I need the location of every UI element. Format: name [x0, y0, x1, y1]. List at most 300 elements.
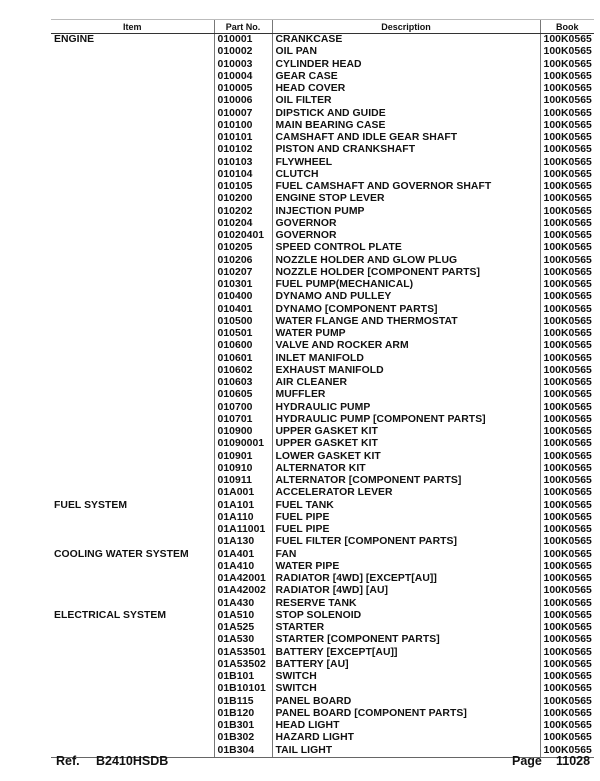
part-number-cell: 010700: [214, 402, 272, 414]
page-label: Page: [512, 754, 542, 768]
book-cell: 100K0565: [540, 708, 594, 720]
part-number-cell: 01A11001: [214, 524, 272, 536]
table-row: [51, 549, 594, 561]
book-cell: 100K0565: [540, 242, 594, 254]
table-row: [51, 353, 594, 365]
table-row: [51, 34, 594, 47]
table-row: [51, 218, 594, 230]
description-cell: SWITCH: [272, 683, 540, 695]
item-cell: [51, 402, 214, 414]
description-cell: VALVE AND ROCKER ARM: [272, 340, 540, 352]
table-row: [51, 598, 594, 610]
book-cell: 100K0565: [540, 95, 594, 107]
part-number-cell: 010301: [214, 279, 272, 291]
book-cell: 100K0565: [540, 34, 594, 47]
table-row: [51, 279, 594, 291]
item-cell: [51, 647, 214, 659]
book-cell: 100K0565: [540, 720, 594, 732]
part-number-cell: 01B10101: [214, 683, 272, 695]
book-cell: 100K0565: [540, 193, 594, 205]
part-number-cell: 01A430: [214, 598, 272, 610]
description-cell: MUFFLER: [272, 389, 540, 401]
item-cell: [51, 242, 214, 254]
book-cell: 100K0565: [540, 132, 594, 144]
description-cell: DYNAMO [COMPONENT PARTS]: [272, 304, 540, 316]
part-number-cell: 010901: [214, 451, 272, 463]
description-cell: PISTON AND CRANKSHAFT: [272, 144, 540, 156]
table-row: [51, 524, 594, 536]
part-number-cell: 010911: [214, 475, 272, 487]
description-cell: STOP SOLENOID: [272, 610, 540, 622]
item-cell: [51, 132, 214, 144]
book-cell: 100K0565: [540, 389, 594, 401]
part-number-cell: 010207: [214, 267, 272, 279]
item-cell: [51, 169, 214, 181]
item-cell: [51, 157, 214, 169]
part-number-cell: 010603: [214, 377, 272, 389]
part-number-cell: 010007: [214, 108, 272, 120]
table-row: [51, 206, 594, 218]
table-row: [51, 108, 594, 120]
description-cell: GEAR CASE: [272, 71, 540, 83]
item-cell: [51, 389, 214, 401]
description-cell: HEAD LIGHT: [272, 720, 540, 732]
table-row: [51, 71, 594, 83]
book-cell: 100K0565: [540, 573, 594, 585]
description-cell: FUEL TANK: [272, 500, 540, 512]
book-cell: 100K0565: [540, 696, 594, 708]
part-number-cell: 010003: [214, 59, 272, 71]
book-cell: 100K0565: [540, 218, 594, 230]
part-number-cell: 010002: [214, 46, 272, 58]
table-row: [51, 573, 594, 585]
description-cell: GOVERNOR: [272, 218, 540, 230]
item-cell: ENGINE: [54, 34, 95, 45]
table-row: [51, 144, 594, 156]
table-row: [51, 46, 594, 58]
item-cell: [51, 414, 214, 426]
book-cell: 100K0565: [540, 438, 594, 450]
description-cell: WATER PUMP: [272, 328, 540, 340]
item-cell: [51, 377, 214, 389]
part-number-cell: 010105: [214, 181, 272, 193]
description-cell: WATER FLANGE AND THERMOSTAT: [272, 316, 540, 328]
table-row: [51, 696, 594, 708]
description-cell: FUEL CAMSHAFT AND GOVERNOR SHAFT: [272, 181, 540, 193]
item-cell: [51, 279, 214, 291]
description-cell: LOWER GASKET KIT: [272, 451, 540, 463]
part-number-cell: 010001: [214, 34, 272, 47]
book-cell: 100K0565: [540, 610, 594, 622]
table-row: [51, 169, 594, 181]
book-cell: 100K0565: [540, 108, 594, 120]
item-cell: [51, 732, 214, 744]
description-cell: CRANKCASE: [272, 34, 540, 47]
ref-value: B2410HSDB: [96, 754, 169, 768]
item-cell: [51, 598, 214, 610]
item-cell: ELECTRICAL SYSTEM: [54, 609, 167, 621]
description-cell: FUEL PUMP(MECHANICAL): [272, 279, 540, 291]
item-cell: [51, 255, 214, 267]
item-cell: [51, 463, 214, 475]
item-cell: [51, 218, 214, 230]
item-cell: [51, 573, 214, 585]
part-number-cell: 01A110: [214, 512, 272, 524]
table-header-row: [51, 20, 594, 34]
description-cell: OIL PAN: [272, 46, 540, 58]
book-cell: 100K0565: [540, 487, 594, 499]
part-number-cell: 01A410: [214, 561, 272, 573]
table-row: [51, 671, 594, 683]
table-row: [51, 132, 594, 144]
table-row: [51, 463, 594, 475]
part-number-cell: 01090001: [214, 438, 272, 450]
description-cell: HEAD COVER: [272, 83, 540, 95]
part-number-cell: 010400: [214, 291, 272, 303]
item-cell: [51, 46, 214, 58]
part-number-cell: 01B304: [214, 745, 272, 758]
description-cell: INJECTION PUMP: [272, 206, 540, 218]
table-row: [51, 95, 594, 107]
book-cell: 100K0565: [540, 475, 594, 487]
table-row: [51, 610, 594, 622]
part-number-cell: 010500: [214, 316, 272, 328]
table-row: [51, 585, 594, 597]
description-cell: SPEED CONTROL PLATE: [272, 242, 540, 254]
book-cell: 100K0565: [540, 659, 594, 671]
table-row: [51, 426, 594, 438]
item-cell: [51, 708, 214, 720]
item-cell: [51, 683, 214, 695]
item-cell: [51, 426, 214, 438]
item-cell: [51, 340, 214, 352]
description-cell: FUEL FILTER [COMPONENT PARTS]: [272, 536, 540, 548]
part-number-cell: 01B301: [214, 720, 272, 732]
part-number-cell: 010401: [214, 304, 272, 316]
table-row: [51, 193, 594, 205]
table-row: [51, 181, 594, 193]
book-cell: 100K0565: [540, 463, 594, 475]
table-row: [51, 377, 594, 389]
table-row: [51, 83, 594, 95]
book-cell: 100K0565: [540, 365, 594, 377]
part-number-cell: 01A001: [214, 487, 272, 499]
book-cell: 100K0565: [540, 230, 594, 242]
column-header-part-no: Part No.: [214, 20, 272, 34]
page-footer: [0, 750, 600, 772]
book-cell: 100K0565: [540, 46, 594, 58]
description-cell: NOZZLE HOLDER AND GLOW PLUG: [272, 255, 540, 267]
table-row: [51, 157, 594, 169]
book-cell: 100K0565: [540, 83, 594, 95]
book-cell: 100K0565: [540, 732, 594, 744]
part-number-cell: 010103: [214, 157, 272, 169]
book-cell: 100K0565: [540, 144, 594, 156]
page-number: 11028: [556, 754, 591, 768]
part-number-cell: 010006: [214, 95, 272, 107]
description-cell: RADIATOR [4WD] [EXCEPT[AU]]: [272, 573, 540, 585]
part-number-cell: 010600: [214, 340, 272, 352]
part-number-cell: 010004: [214, 71, 272, 83]
table-row: [51, 242, 594, 254]
item-cell: [51, 95, 214, 107]
item-cell: [51, 304, 214, 316]
item-cell: [51, 108, 214, 120]
book-cell: 100K0565: [540, 585, 594, 597]
table-row: [51, 732, 594, 744]
book-cell: 100K0565: [540, 634, 594, 646]
book-cell: 100K0565: [540, 328, 594, 340]
description-cell: UPPER GASKET KIT: [272, 426, 540, 438]
item-cell: [51, 181, 214, 193]
table-row: [51, 720, 594, 732]
description-cell: ALTERNATOR KIT: [272, 463, 540, 475]
part-number-cell: 01A530: [214, 634, 272, 646]
table-row: [51, 659, 594, 671]
table-row: [51, 328, 594, 340]
description-cell: HAZARD LIGHT: [272, 732, 540, 744]
item-cell: [51, 193, 214, 205]
table-row: [51, 340, 594, 352]
part-number-cell: 01A42001: [214, 573, 272, 585]
book-cell: 100K0565: [540, 279, 594, 291]
part-number-cell: 010104: [214, 169, 272, 181]
description-cell: WATER PIPE: [272, 561, 540, 573]
item-cell: [51, 451, 214, 463]
book-cell: 100K0565: [540, 377, 594, 389]
description-cell: RESERVE TANK: [272, 598, 540, 610]
description-cell: GOVERNOR: [272, 230, 540, 242]
description-cell: FLYWHEEL: [272, 157, 540, 169]
part-number-cell: 01A53502: [214, 659, 272, 671]
parts-table: [51, 19, 594, 758]
table-row: [51, 512, 594, 524]
part-number-cell: 01A42002: [214, 585, 272, 597]
item-cell: [51, 206, 214, 218]
book-cell: 100K0565: [540, 340, 594, 352]
description-cell: BATTERY [EXCEPT[AU]]: [272, 647, 540, 659]
item-cell: [51, 634, 214, 646]
description-cell: MAIN BEARING CASE: [272, 120, 540, 132]
description-cell: EXHAUST MANIFOLD: [272, 365, 540, 377]
part-number-cell: 010204: [214, 218, 272, 230]
item-cell: [51, 144, 214, 156]
column-header-book: Book: [540, 20, 594, 34]
item-cell: [51, 536, 214, 548]
table-body: [51, 34, 594, 758]
item-cell: [51, 561, 214, 573]
part-number-cell: 010501: [214, 328, 272, 340]
item-cell: [51, 475, 214, 487]
book-cell: 100K0565: [540, 536, 594, 548]
book-cell: 100K0565: [540, 181, 594, 193]
part-number-cell: 010602: [214, 365, 272, 377]
table-row: [51, 683, 594, 695]
book-cell: 100K0565: [540, 426, 594, 438]
item-cell: [51, 120, 214, 132]
table-row: [51, 304, 594, 316]
book-cell: 100K0565: [540, 71, 594, 83]
table-row: [51, 255, 594, 267]
book-cell: 100K0565: [540, 304, 594, 316]
book-cell: 100K0565: [540, 120, 594, 132]
description-cell: NOZZLE HOLDER [COMPONENT PARTS]: [272, 267, 540, 279]
part-number-cell: 01A130: [214, 536, 272, 548]
book-cell: 100K0565: [540, 402, 594, 414]
book-cell: 100K0565: [540, 451, 594, 463]
item-cell: [51, 365, 214, 377]
column-header-item: Item: [51, 20, 214, 34]
part-number-cell: 010205: [214, 242, 272, 254]
table-row: [51, 708, 594, 720]
part-number-cell: 01B101: [214, 671, 272, 683]
table-row: [51, 59, 594, 71]
book-cell: 100K0565: [540, 316, 594, 328]
description-cell: ALTERNATOR [COMPONENT PARTS]: [272, 475, 540, 487]
table-row: [51, 500, 594, 512]
book-cell: 100K0565: [540, 671, 594, 683]
part-number-cell: 010900: [214, 426, 272, 438]
table-row: [51, 634, 594, 646]
table-row: [51, 120, 594, 132]
item-cell: [51, 512, 214, 524]
description-cell: TAIL LIGHT: [272, 745, 540, 758]
part-number-cell: 010100: [214, 120, 272, 132]
book-cell: 100K0565: [540, 622, 594, 634]
description-cell: FAN: [272, 549, 540, 561]
item-cell: [51, 328, 214, 340]
book-cell: 100K0565: [540, 59, 594, 71]
book-cell: 100K0565: [540, 206, 594, 218]
part-number-cell: 01A510: [214, 610, 272, 622]
table-row: [51, 561, 594, 573]
description-cell: CYLINDER HEAD: [272, 59, 540, 71]
description-cell: PANEL BOARD [COMPONENT PARTS]: [272, 708, 540, 720]
part-number-cell: 010206: [214, 255, 272, 267]
part-number-cell: 010102: [214, 144, 272, 156]
table-row: [51, 475, 594, 487]
book-cell: 100K0565: [540, 598, 594, 610]
book-cell: 100K0565: [540, 647, 594, 659]
description-cell: STARTER: [272, 622, 540, 634]
book-cell: 100K0565: [540, 524, 594, 536]
description-cell: UPPER GASKET KIT: [272, 438, 540, 450]
item-cell: [51, 59, 214, 71]
book-cell: 100K0565: [540, 291, 594, 303]
item-cell: [51, 720, 214, 732]
part-number-cell: 010005: [214, 83, 272, 95]
part-number-cell: 010202: [214, 206, 272, 218]
description-cell: FUEL PIPE: [272, 512, 540, 524]
description-cell: AIR CLEANER: [272, 377, 540, 389]
part-number-cell: 010910: [214, 463, 272, 475]
part-number-cell: 01A101: [214, 500, 272, 512]
description-cell: DIPSTICK AND GUIDE: [272, 108, 540, 120]
table-row: [51, 414, 594, 426]
part-number-cell: 010701: [214, 414, 272, 426]
item-cell: [51, 659, 214, 671]
item-cell: [51, 230, 214, 242]
book-cell: 100K0565: [540, 745, 594, 758]
item-cell: [51, 585, 214, 597]
book-cell: 100K0565: [540, 267, 594, 279]
book-cell: 100K0565: [540, 683, 594, 695]
table-row: [51, 622, 594, 634]
item-cell: [51, 524, 214, 536]
book-cell: 100K0565: [540, 512, 594, 524]
description-cell: RADIATOR [4WD] [AU]: [272, 585, 540, 597]
description-cell: CAMSHAFT AND IDLE GEAR SHAFT: [272, 132, 540, 144]
description-cell: PANEL BOARD: [272, 696, 540, 708]
item-cell: [51, 267, 214, 279]
table-row: [51, 267, 594, 279]
item-cell: [51, 71, 214, 83]
part-number-cell: 010601: [214, 353, 272, 365]
item-cell: [51, 671, 214, 683]
table-row: [51, 365, 594, 377]
part-number-cell: 01B115: [214, 696, 272, 708]
part-number-cell: 010200: [214, 193, 272, 205]
item-cell: [51, 83, 214, 95]
description-cell: HYDRAULIC PUMP: [272, 402, 540, 414]
part-number-cell: 01A53501: [214, 647, 272, 659]
part-number-cell: 010605: [214, 389, 272, 401]
description-cell: INLET MANIFOLD: [272, 353, 540, 365]
table-row: [51, 230, 594, 242]
description-cell: BATTERY [AU]: [272, 659, 540, 671]
part-number-cell: 01A525: [214, 622, 272, 634]
part-number-cell: 01B120: [214, 708, 272, 720]
description-cell: STARTER [COMPONENT PARTS]: [272, 634, 540, 646]
description-cell: SWITCH: [272, 671, 540, 683]
table-row: [51, 438, 594, 450]
book-cell: 100K0565: [540, 414, 594, 426]
item-cell: [51, 487, 214, 499]
description-cell: FUEL PIPE: [272, 524, 540, 536]
item-cell: [51, 622, 214, 634]
book-cell: 100K0565: [540, 549, 594, 561]
table-row: [51, 451, 594, 463]
description-cell: CLUTCH: [272, 169, 540, 181]
item-cell: COOLING WATER SYSTEM: [54, 548, 189, 560]
book-cell: 100K0565: [540, 500, 594, 512]
table-row: [51, 291, 594, 303]
ref-label: Ref.: [56, 754, 80, 768]
item-cell: [51, 353, 214, 365]
table-row: [51, 389, 594, 401]
table-row: [51, 316, 594, 328]
book-cell: 100K0565: [540, 561, 594, 573]
part-number-cell: 01020401: [214, 230, 272, 242]
table-row: [51, 487, 594, 499]
book-cell: 100K0565: [540, 255, 594, 267]
description-cell: DYNAMO AND PULLEY: [272, 291, 540, 303]
description-cell: ENGINE STOP LEVER: [272, 193, 540, 205]
description-cell: OIL FILTER: [272, 95, 540, 107]
column-header-description: Description: [272, 20, 540, 34]
description-cell: ACCELERATOR LEVER: [272, 487, 540, 499]
table-row: [51, 647, 594, 659]
part-number-cell: 01A401: [214, 549, 272, 561]
item-cell: [51, 438, 214, 450]
item-cell: [51, 316, 214, 328]
book-cell: 100K0565: [540, 353, 594, 365]
item-cell: [51, 696, 214, 708]
description-cell: HYDRAULIC PUMP [COMPONENT PARTS]: [272, 414, 540, 426]
item-cell: [51, 291, 214, 303]
table-row: [51, 402, 594, 414]
book-cell: 100K0565: [540, 157, 594, 169]
